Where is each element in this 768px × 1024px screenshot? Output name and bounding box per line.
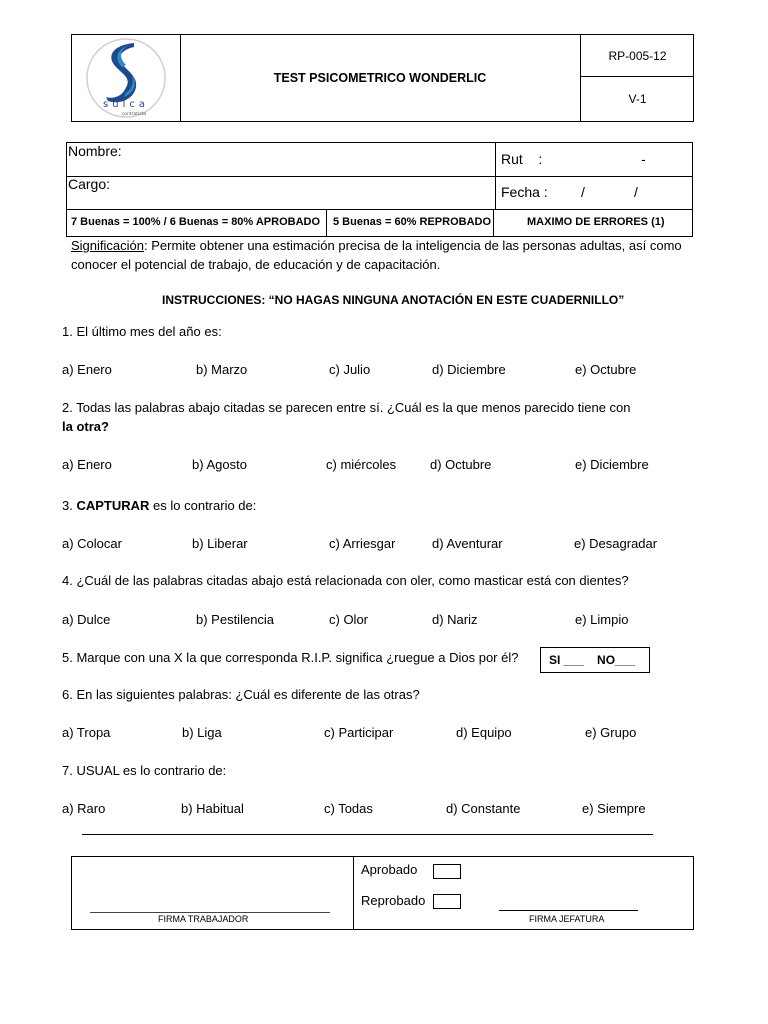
nombre-label: Nombre: [68, 143, 122, 159]
q7-option-d: d) Constante [446, 801, 521, 816]
reprobado-label: Reprobado [361, 893, 426, 908]
fecha-label: Fecha : [501, 184, 548, 200]
q3-option-d: d) Aventurar [432, 536, 503, 551]
significacion-label: Significación [71, 238, 144, 253]
q3-number: 3. [62, 498, 77, 513]
q2-option-d: d) Octubre [430, 457, 492, 472]
q6-option-a: a) Tropa [62, 725, 111, 740]
rut-label: Rut : [501, 151, 543, 167]
q4-option-b: b) Pestilencia [196, 612, 275, 627]
reprobado-checkbox[interactable] [433, 894, 461, 909]
aprobado-label: Aprobado [361, 862, 418, 877]
q3-option-b: b) Liberar [192, 536, 248, 551]
si-no-answer-box[interactable]: SI ___ NO___ [540, 647, 650, 673]
q3-keyword: CAPTURAR [76, 498, 150, 513]
q1-option-a: a) Enero [62, 362, 112, 377]
question-4: 4. ¿Cuál de las palabras citadas abajo está relacionada con oler, como masticar está con dientes? [62, 573, 629, 588]
firma-trabajador-label: FIRMA TRABAJADOR [158, 914, 249, 924]
fecha-slash-2: / [634, 184, 638, 200]
score-failed: 5 Buenas = 60% REPROBADO [333, 216, 492, 228]
cargo-label: Cargo: [68, 176, 111, 192]
sulca-logo [72, 35, 180, 121]
document-title: TEST PSICOMETRICO WONDERLIC [180, 35, 581, 121]
q7-option-a: a) Raro [62, 801, 106, 816]
question-7: 7. USUAL es lo contrario de: [62, 763, 227, 778]
q6-option-d: d) Equipo [456, 725, 512, 740]
personal-info-table [66, 142, 693, 237]
q6-option-e: e) Grupo [585, 725, 637, 740]
boss-signature-line [499, 910, 638, 911]
q4-option-c: c) Olor [329, 612, 368, 627]
question-6: 6. En las siguientes palabras: ¿Cuál es diferente de las otras? [62, 687, 420, 702]
q3-option-a: a) Colocar [62, 536, 122, 551]
q3-option-e: e) Desagradar [574, 536, 658, 551]
significacion-paragraph [71, 236, 696, 274]
question-2: 2. Todas las palabras abajo citadas se parecen entre sí. ¿Cuál es la que menos parecido tiene con [62, 400, 631, 415]
aprobado-checkbox[interactable] [433, 864, 461, 879]
document-version: V-1 [628, 91, 647, 106]
section-divider [82, 834, 653, 835]
q2-option-e: e) Diciembre [575, 457, 649, 472]
q1-option-d: d) Diciembre [432, 362, 506, 377]
question-3 [62, 498, 256, 513]
logo-subtext: contratista [121, 112, 147, 117]
worker-signature-line [90, 912, 330, 913]
document-code: RP-005-12 [581, 35, 694, 77]
q2-option-a: a) Enero [62, 457, 112, 472]
q1-option-b: b) Marzo [196, 362, 248, 377]
logo-text: sulca [103, 99, 149, 110]
q3-rest: es lo contrario de: [149, 498, 257, 513]
signature-footer [71, 856, 694, 930]
q6-option-b: b) Liga [182, 725, 222, 740]
q4-option-d: d) Nariz [432, 612, 478, 627]
significacion-text: : Permite obtener una estimación precisa de la inteligencia de las personas adultas, así como conocer el potencial de trabajo, de educación y de capacitación. [71, 238, 682, 272]
q7-option-e: e) Siempre [582, 801, 646, 816]
score-approved: 7 Buenas = 100% / 6 Buenas = 80% APROBADO [71, 216, 321, 228]
q7-option-c: c) Todas [324, 801, 373, 816]
q4-option-e: e) Limpio [575, 612, 629, 627]
rut-dash: - [641, 151, 646, 167]
q4-option-a: a) Dulce [62, 612, 111, 627]
q2-option-b: b) Agosto [192, 457, 247, 472]
q7-option-b: b) Habitual [181, 801, 244, 816]
q1-option-c: c) Julio [329, 362, 371, 377]
question-1: 1. El último mes del año es: [62, 324, 222, 339]
document-header [71, 34, 694, 122]
instructions: INSTRUCCIONES: “NO HAGAS NINGUNA ANOTACIÓN EN ESTE CUADERNILLO” [162, 293, 625, 307]
logo-cell [72, 35, 181, 121]
q2-option-c: c) miércoles [326, 457, 397, 472]
q6-option-c: c) Participar [324, 725, 394, 740]
max-errors: MAXIMO DE ERRORES (1) [527, 216, 665, 228]
firma-jefatura-label: FIRMA JEFATURA [529, 914, 605, 924]
fecha-slash-1: / [581, 184, 585, 200]
question-2-cont: la otra? [62, 419, 109, 434]
q3-option-c: c) Arriesgar [329, 536, 396, 551]
question-5: 5. Marque con una X la que corresponda R.I.P. significa ¿ruegue a Dios por él? [62, 650, 519, 665]
q1-option-e: e) Octubre [575, 362, 637, 377]
